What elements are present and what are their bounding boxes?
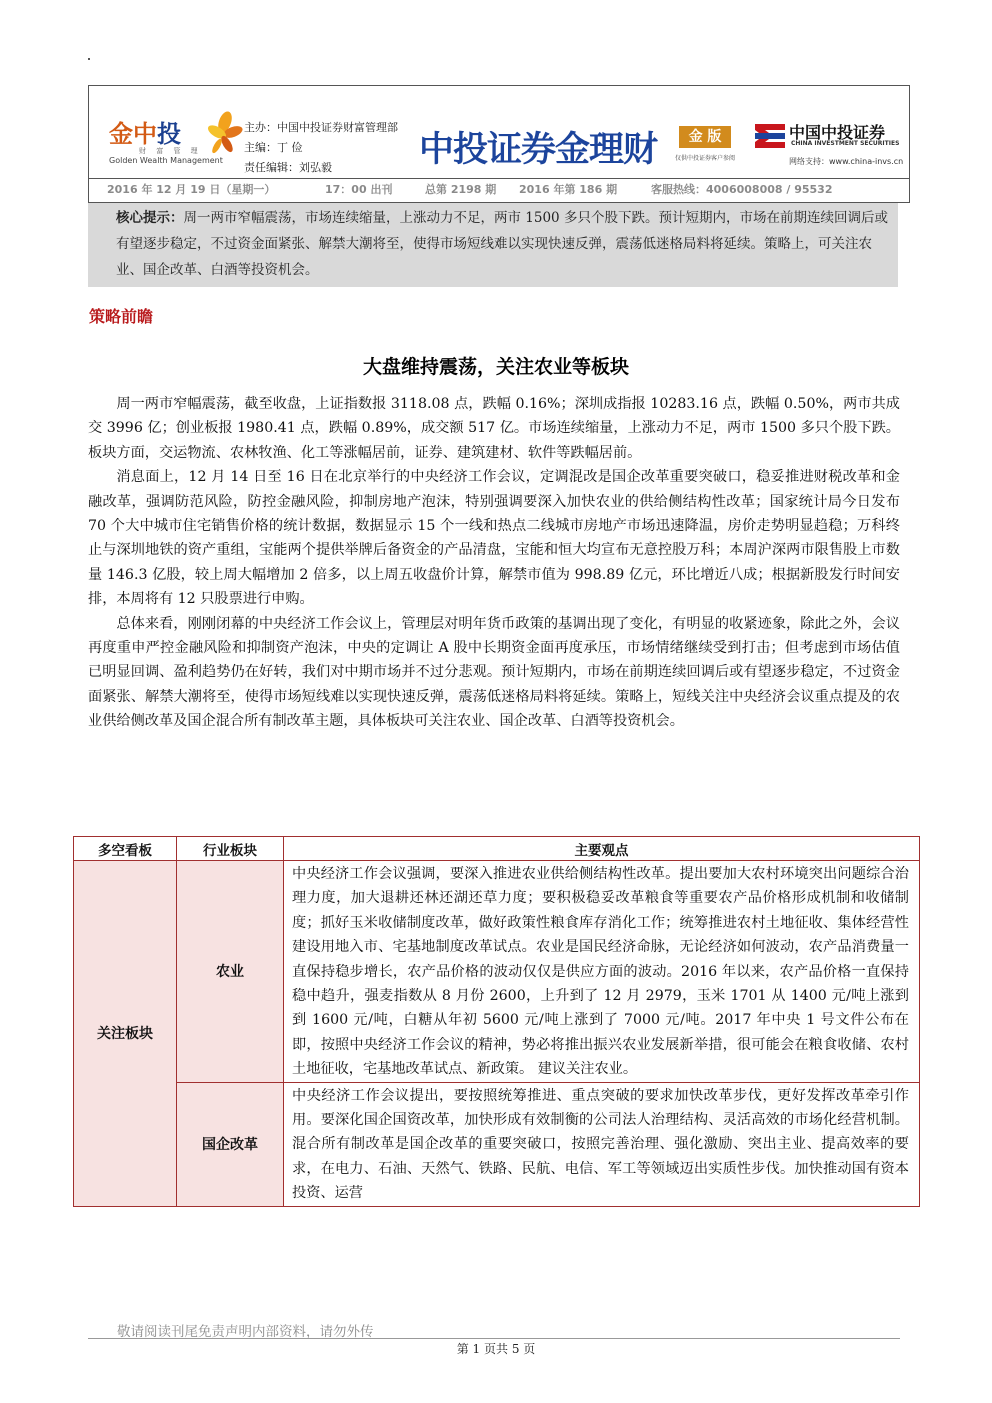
paragraph: 周一两市窄幅震荡，截至收盘，上证指数报 3118.08 点，跌幅 0.16%；深圳成指报 10283.16 点，跌幅 0.50%，两市共成交 3996 亿；创业板报 1980.41 点，跌幅 0.89%，成交额 517 亿。市场连续缩量，上涨动力不足，两市 1500 多只个股下跌。板块方面，交运物流、农林牧渔、化工等涨幅居前，证券、建筑建材、软件等跌幅居前。 (88, 396, 900, 461)
table-header: 多空看板 (74, 837, 177, 861)
article-title: 大盘维持震荡，关注农业等板块 (362, 356, 629, 378)
masthead-info (244, 118, 398, 178)
disclaimer-note: 敬请阅读刊尾免责声明内部资料，请勿外传 (117, 1324, 374, 1340)
duty-editor-line: 责任编辑：刘弘毅 (244, 161, 332, 174)
publication-title: 中投证券金理财 (419, 130, 658, 170)
paragraph: 消息面上，12 月 14 日至 16 日在北京举行的中央经济工作会议，定调混改是国企改革重要突破口，稳妥推进财税改革和金融改革，强调防范风险，防控金融风险，抑制房地产泡沫，特别强调要深入加快农业的供给侧结构性改革；国家统计局今日发布 70 个大中城市住宅销售价格的统计数据，数据显示 15 个一线和热点二线城市房地产市场迅速降温，房价走势明显趋稳；万科终止与深圳地铁的资产重组，宝能两个提供举牌后备资金的产品清盘，宝能和恒大均宣布无意控股万科；本周沪深两市限售股上市数量 146.3 亿股，较上周大幅增加 2 倍多，以上周五收盘价计算，解禁市值为 998.89 亿元，环比增近八成；根据新股发行时间安排，本周将有 12 只股票进行申购。 (88, 469, 900, 608)
website-link[interactable]: 网络支持：www.china-invs.cn (789, 157, 904, 166)
table-header: 行业板块 (177, 837, 284, 861)
table-row (74, 1082, 920, 1206)
masthead (88, 85, 910, 203)
logo-text: 金中投 (109, 120, 181, 148)
sector-view-table (73, 836, 920, 1207)
issue-time: 17：00 出刊 (325, 183, 393, 196)
paragraph: 总体来看，刚刚闭幕的中央经济工作会议上，管理层对明年货币政策的基调出现了变化，有明显的收紧迹象，除此之外，会议再度重申严控金融风险和抑制资产泡沫，中央的定调让 A 股中长期资金面再度承压，市场情绪继续受到打击；但考虑到市场估值已明显回调、盈利趋势仍在好转，我们对中期市场并不过分悲观。预计短期内，市场在前期连续回调后或有望逐步稳定，不过资金面紧张、解禁大潮将至，使得市场短线难以实现快速反弹，震荡低迷格局料将延续。策略上，短线关注中央经济会议重点提及的农业供给侧改革及国企混合所有制改革主题，具体板块可关注农业、国企改革、白酒等投资机会。 (88, 615, 900, 730)
corner-dot (88, 58, 90, 60)
table-header-row (74, 837, 920, 861)
host-line: 主办：中国中投证券财富管理部 (244, 121, 398, 134)
sector-cell: 国企改革 (177, 1082, 284, 1206)
editor-line: 主编：丁 俭 (244, 141, 303, 154)
brand-name-en: CHINA INVESTMENT SECURITIES (791, 140, 900, 147)
flower-logo-icon (205, 110, 243, 162)
article-body (88, 392, 900, 734)
badge-subtitle: 仅供中投证券客户参阅 (675, 155, 736, 162)
logo-sub-cn: 财 富 管 理 (139, 147, 202, 155)
table-header: 主要观点 (284, 837, 920, 861)
issue-date: 2016 年 12 月 19 日（星期一） (107, 183, 276, 196)
total-issue: 总第 2198 期 (425, 183, 497, 196)
hotline: 客服热线：4006008008 / 95532 (651, 183, 833, 196)
sector-cell: 农业 (177, 861, 284, 1083)
view-cell: 中央经济工作会议强调，要深入推进农业供给侧结构性改革。提出要加大农村环境突出问题综合治理力度，加大退耕还林还湖还草力度；要积极稳妥改革粮食等重要农产品价格形成机制和收储制度；抓好玉米收储制度改革，做好政策性粮食库存消化工作；统筹推进农村土地征收、集体经营性建设用地入市、宅基地制度改革试点。农业是国民经济命脉，无论经济如何波动，农产品消费量一直保持稳步增长，农产品价格的波动仅仅是供应方面的波动。2016 年以来，农产品价格一直保持稳中趋升，强麦指数从 8 月份 2600，上升到了 12 月 2979，玉米 1701 从 1400 元/吨上涨到到 1600 元/吨，白糖从年初 5600 元/吨上涨到了 7000 元/吨。2017 年中央 1 号文件公布在即，按照中央经济工作会议的精神，势必将推出振兴农业发展新举措，很可能会在粮食收储、农村土地征收，宅基地改革试点、新政策。 建议关注农业。 (284, 861, 920, 1083)
gold-edition-badge: 金 版 (679, 126, 731, 148)
table-row (74, 861, 920, 1083)
view-cell: 中央经济工作会议提出，要按照统筹推进、重点突破的要求加快改革步伐，更好发挥改革牵引作用。要深化国企国资改革，加快形成有效制衡的公司法人治理结构、灵活高效的市场化经营机制。混合所有制改革是国企改革的重要突破口，按照完善治理、强化激励、突出主业、提高效率的要求，在电力、石油、天然气、铁路、民航、电信、军工等领域迈出实质性步伐。加快推动国有资本投资、运营 (284, 1082, 920, 1206)
china-investment-securities-logo-icon (751, 120, 789, 152)
section-heading: 策略前瞻 (89, 307, 154, 326)
logo-sub-en: Golden Wealth Management (109, 156, 223, 165)
year-issue: 2016 年第 186 期 (519, 183, 618, 196)
dateline (89, 178, 909, 202)
page-number: 第 1 页共 5 页 (456, 1342, 536, 1356)
group-cell: 关注板块 (74, 861, 177, 1207)
jinzhongtou-logo (109, 110, 241, 172)
brand-name-cn: 中国中投证券 (789, 123, 886, 142)
summary-text: 周一两市窄幅震荡，市场连续缩量，上涨动力不足，两市 1500 多只个股下跌。预计短期内，市场在前期连续回调后或有望逐步稳定，不过资金面紧张、解禁大潮将至，使得市场短线难以实现快速反弹，震荡低迷格局料将延续。策略上，可关注农业、国企改革、白酒等投资机会。 (116, 210, 888, 278)
core-summary-box (88, 203, 898, 287)
footer-divider (88, 1338, 900, 1339)
summary-label: 核心提示： (116, 210, 184, 226)
